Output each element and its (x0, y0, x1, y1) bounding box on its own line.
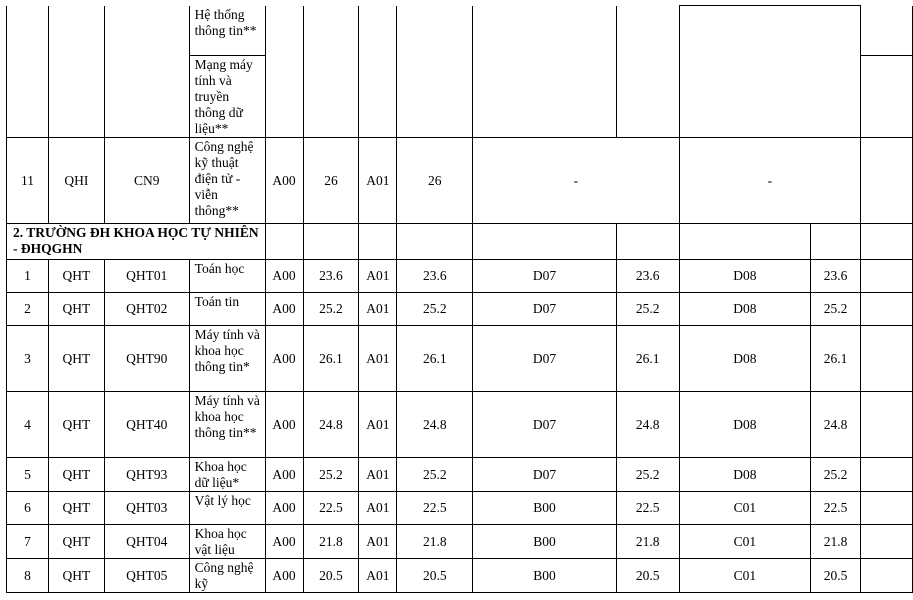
table-row (7, 326, 913, 392)
table-row (7, 260, 913, 293)
major-name-cell: Máy tính và khoa học thông tin* (189, 326, 265, 392)
code-cell: QHT01 (104, 260, 189, 293)
school-cell: QHT (48, 559, 104, 593)
score-cell: 25.2 (811, 293, 861, 326)
code-cell: QHT90 (104, 326, 189, 392)
stt-cell (7, 6, 49, 138)
code-cell: QHT93 (104, 458, 189, 492)
code-cell: QHT05 (104, 559, 189, 593)
score-cell: 20.5 (616, 559, 679, 593)
major-name-cell: Khoa học vật liệu (189, 525, 265, 559)
code-cell (104, 6, 189, 138)
empty-cell (861, 458, 913, 492)
stt-cell: 2 (7, 293, 49, 326)
empty-cell (359, 6, 397, 138)
combo-cell: A00 (265, 326, 303, 392)
combo-cell: A00 (265, 559, 303, 593)
combo-cell: A00 (265, 458, 303, 492)
combo-cell: D08 (679, 293, 811, 326)
major-name-cell: Công nghệ kỹ thuật điện tử - viễn thông** (189, 138, 265, 224)
combo-cell: A01 (359, 293, 397, 326)
dash-cell: - (473, 138, 679, 224)
code-cell: QHT40 (104, 392, 189, 458)
score-cell: 24.8 (397, 392, 473, 458)
stt-cell: 5 (7, 458, 49, 492)
score-cell: 21.8 (616, 525, 679, 559)
empty-cell (861, 326, 913, 392)
score-cell: 26 (397, 138, 473, 224)
combo-cell: B00 (473, 492, 617, 525)
score-cell: 20.5 (397, 559, 473, 593)
stt-cell: 7 (7, 525, 49, 559)
score-cell: 22.5 (811, 492, 861, 525)
combo-cell: B00 (473, 525, 617, 559)
empty-cell (679, 6, 861, 138)
major-name-cell: Công nghệ kỹ (189, 559, 265, 593)
score-cell: 25.2 (303, 293, 359, 326)
empty-cell (861, 224, 913, 260)
empty-cell (303, 224, 359, 260)
score-cell: 24.8 (303, 392, 359, 458)
major-name-cell: Khoa học dữ liệu* (189, 458, 265, 492)
combo-cell: A01 (359, 326, 397, 392)
table-row (7, 138, 913, 224)
school-cell: QHT (48, 525, 104, 559)
section-header-row (7, 224, 913, 260)
score-cell: 26.1 (811, 326, 861, 392)
score-cell: 25.2 (303, 458, 359, 492)
school-cell: QHT (48, 392, 104, 458)
score-cell: 25.2 (811, 458, 861, 492)
score-cell: 26.1 (616, 326, 679, 392)
table-row (7, 559, 913, 593)
empty-cell (473, 224, 617, 260)
major-name-cell: Toán tin (189, 293, 265, 326)
combo-cell: C01 (679, 492, 811, 525)
combo-cell: A00 (265, 260, 303, 293)
major-name-cell: Vật lý học (189, 492, 265, 525)
combo-cell: D07 (473, 326, 617, 392)
combo-cell: D08 (679, 326, 811, 392)
score-cell: 24.8 (811, 392, 861, 458)
score-cell: 20.5 (303, 559, 359, 593)
combo-cell: D07 (473, 293, 617, 326)
empty-cell (397, 224, 473, 260)
school-cell: QHT (48, 293, 104, 326)
score-cell: 26.1 (303, 326, 359, 392)
combo-cell: D07 (473, 392, 617, 458)
dash-cell: - (679, 138, 861, 224)
stt-cell: 4 (7, 392, 49, 458)
admission-scores-table (6, 5, 913, 593)
empty-cell (861, 293, 913, 326)
combo-cell: D07 (473, 458, 617, 492)
score-cell: 23.6 (616, 260, 679, 293)
score-cell: 23.6 (303, 260, 359, 293)
major-name-cell: Mạng máy tính và truyền thông dữ liệu** (189, 56, 265, 138)
empty-cell (861, 6, 913, 56)
empty-cell (616, 6, 679, 138)
combo-cell: D08 (679, 392, 811, 458)
school-cell: QHI (48, 138, 104, 224)
table-row (7, 6, 913, 56)
score-cell: 26 (303, 138, 359, 224)
school-cell: QHT (48, 492, 104, 525)
score-cell: 21.8 (397, 525, 473, 559)
score-cell: 21.8 (811, 525, 861, 559)
score-cell: 24.8 (616, 392, 679, 458)
qht-rows (7, 260, 913, 593)
school-cell (48, 6, 104, 138)
combo-cell: A01 (359, 492, 397, 525)
score-cell: 23.6 (811, 260, 861, 293)
combo-cell: A01 (359, 559, 397, 593)
score-cell: 22.5 (397, 492, 473, 525)
school-cell: QHT (48, 326, 104, 392)
empty-cell (265, 224, 303, 260)
code-cell: QHT03 (104, 492, 189, 525)
score-cell: 25.2 (397, 293, 473, 326)
combo-cell: C01 (679, 559, 811, 593)
school-cell: QHT (48, 458, 104, 492)
combo-cell: A00 (265, 525, 303, 559)
empty-cell (861, 492, 913, 525)
major-name-cell: Toán học (189, 260, 265, 293)
code-cell: QHT04 (104, 525, 189, 559)
empty-cell (861, 559, 913, 593)
combo-cell: A00 (265, 293, 303, 326)
stt-cell: 1 (7, 260, 49, 293)
stt-cell: 11 (7, 138, 49, 224)
empty-cell (861, 56, 913, 138)
stt-cell: 3 (7, 326, 49, 392)
table-row (7, 392, 913, 458)
stt-cell: 6 (7, 492, 49, 525)
combo-cell: A01 (359, 260, 397, 293)
combo-cell: D07 (473, 260, 617, 293)
combo-cell: C01 (679, 525, 811, 559)
table-row (7, 458, 913, 492)
section-title: 2. TRƯỜNG ĐH KHOA HỌC TỰ NHIÊN - ĐHQGHN (7, 224, 266, 260)
empty-cell (303, 6, 359, 138)
empty-cell (861, 138, 913, 224)
combo-cell: A00 (265, 492, 303, 525)
empty-cell (861, 260, 913, 293)
code-cell: QHT02 (104, 293, 189, 326)
empty-cell (679, 224, 811, 260)
combo-cell: A00 (265, 138, 303, 224)
score-cell: 23.6 (397, 260, 473, 293)
score-cell: 22.5 (616, 492, 679, 525)
combo-cell: A00 (265, 392, 303, 458)
stt-cell: 8 (7, 559, 49, 593)
combo-cell: A01 (359, 138, 397, 224)
score-cell: 25.2 (616, 458, 679, 492)
empty-cell (861, 525, 913, 559)
code-cell: CN9 (104, 138, 189, 224)
major-name-cell: Hệ thống thông tin** (189, 6, 265, 56)
score-cell: 20.5 (811, 559, 861, 593)
table-row (7, 525, 913, 559)
empty-cell (265, 6, 303, 138)
empty-cell (861, 392, 913, 458)
table-row (7, 293, 913, 326)
score-cell: 22.5 (303, 492, 359, 525)
empty-cell (359, 224, 397, 260)
combo-cell: D08 (679, 260, 811, 293)
empty-cell (397, 6, 473, 138)
empty-cell (811, 224, 861, 260)
major-name-cell: Máy tính và khoa học thông tin** (189, 392, 265, 458)
table-row (7, 492, 913, 525)
score-cell: 25.2 (616, 293, 679, 326)
combo-cell: A01 (359, 525, 397, 559)
score-cell: 25.2 (397, 458, 473, 492)
combo-cell: A01 (359, 458, 397, 492)
combo-cell: D08 (679, 458, 811, 492)
score-cell: 26.1 (397, 326, 473, 392)
empty-cell (473, 6, 617, 138)
combo-cell: B00 (473, 559, 617, 593)
empty-cell (616, 224, 679, 260)
combo-cell: A01 (359, 392, 397, 458)
school-cell: QHT (48, 260, 104, 293)
score-cell: 21.8 (303, 525, 359, 559)
